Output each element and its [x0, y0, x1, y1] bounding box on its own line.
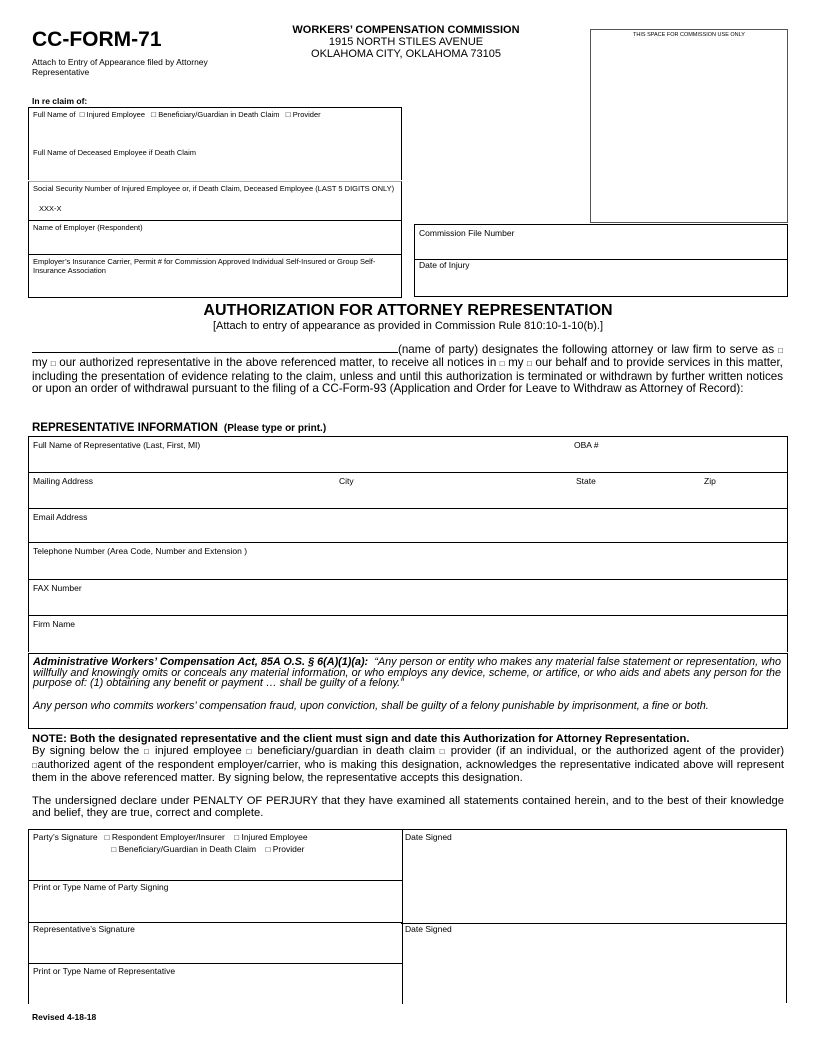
checkbox-our-1[interactable]: □ [50, 359, 56, 369]
rep-signature-label: Representative’s Signature [33, 924, 135, 934]
party-signature-field[interactable] [28, 829, 403, 881]
agency-city: OKLAHOMA CITY, OKLAHOMA 73105 [311, 48, 501, 60]
file-number-label: Commission File Number [419, 228, 515, 238]
rep-name-label: Full Name of Representative (Last, First, MI) [33, 440, 201, 450]
rep-name-row[interactable] [28, 436, 788, 473]
ssn-field[interactable] [28, 181, 402, 222]
checkbox-sig-injured[interactable]: □ [234, 833, 240, 842]
firm-label: Firm Name [33, 619, 76, 629]
fraud-warning-box [28, 653, 788, 729]
agency-name: WORKERS’ COMPENSATION COMMISSION [292, 24, 520, 36]
opt-provider-label: Provider [292, 110, 321, 119]
date-injury-label: Date of Injury [419, 260, 470, 270]
rep-date-label: Date Signed [405, 924, 452, 934]
email-label: Email Address [33, 512, 88, 522]
form-subtitle: [Attach to entry of appearance as provided in Commission Rule 810:10-1-10(b).] [212, 320, 604, 332]
firm-row[interactable] [28, 615, 788, 652]
note-t1: By signing below the [32, 745, 140, 758]
agency-street: 1915 NORTH STILES AVENUE [328, 36, 484, 48]
checkbox-sign-injured[interactable]: □ [143, 747, 151, 757]
act-quote-text: “Any person or entity who makes any material false statement or representation, who willfully and knowingly omits or conceals any material information, or who employs any device, scheme, or artifice, or who aids and abets any person for the purpose of: (1) obtaining any benefit or payment … shall be guilty of a felony.” [33, 656, 781, 689]
full-name-of-label: Full Name of [33, 110, 76, 119]
act-reference: Administrative Workers’ Compensation Act, 85A O.S. § 6(A)(1)(a): [33, 656, 369, 668]
rep-heading-text: REPRESENTATIVE INFORMATION [32, 422, 218, 434]
party-date-field[interactable] [401, 829, 787, 924]
checkbox-beneficiary[interactable]: □ [151, 110, 157, 119]
p1-my-2: my [508, 356, 524, 370]
note-agent: authorized agent of the respondent employer/carrier, who is making this designation, acknowledges the representative indicated above will represent them in the above referenced matter. By signing below, the representative accepts this designation. [32, 758, 784, 785]
zip-label: Zip [704, 476, 716, 486]
sig-opt-beneficiary: Beneficiary/Guardian in Death Claim [118, 843, 257, 854]
file-number-field[interactable] [414, 224, 788, 260]
rep-signature-field[interactable] [28, 922, 403, 964]
print-rep-label: Print or Type Name of Representative [33, 966, 176, 976]
checkbox-my-1[interactable]: □ [778, 346, 783, 355]
checkbox-sig-respondent[interactable]: □ [104, 833, 110, 842]
checkbox-sign-agent[interactable]: □ [32, 760, 38, 770]
checkbox-sign-beneficiary[interactable]: □ [246, 747, 253, 757]
state-label: State [576, 476, 596, 486]
email-row[interactable] [28, 508, 788, 543]
sig-opt-respondent: Respondent Employer/Insurer [111, 832, 225, 842]
deceased-name-field[interactable] [28, 144, 402, 180]
p1-b: authorized representative in the above referenced matter, to receive all notices in [79, 356, 497, 370]
p1-our-2: our [535, 356, 553, 370]
checkbox-sig-provider[interactable]: □ [265, 844, 271, 854]
opt-beneficiary-label: Beneficiary/Guardian in Death Claim [158, 110, 280, 119]
print-party-field[interactable] [28, 879, 403, 923]
deceased-label: Full Name of Deceased Employee if Death Claim [33, 148, 196, 157]
mailing-row[interactable] [28, 472, 788, 509]
employer-field[interactable] [28, 220, 402, 255]
sig-opt-provider: Provider [272, 843, 305, 854]
print-rep-field[interactable] [28, 963, 403, 1004]
ssn-value: XXX-X [39, 204, 62, 213]
act-quote [33, 657, 781, 689]
insurance-field[interactable] [28, 254, 402, 298]
sig-opt-injured: Injured Employee [241, 832, 308, 842]
agency-address [270, 24, 542, 60]
mailing-label: Mailing Address [33, 476, 94, 486]
p1-our-1: our [59, 356, 77, 370]
p1-my-1: my [32, 356, 48, 370]
checkbox-sig-beneficiary[interactable]: □ [111, 844, 117, 854]
claimant-name-label [33, 110, 397, 119]
p1-a: (name of party) designates the following attorney or law firm to serve as [398, 343, 775, 356]
claimant-name-field[interactable] [28, 108, 402, 144]
checkbox-my-2[interactable]: □ [499, 359, 505, 369]
commission-use-box [590, 29, 788, 223]
p1-c: behalf and to provide services in this matter, including the presentation of evidence relating to the claim, unless and until this authorization is terminated or withdrawn by further written notices or upon an order of withdrawal pursuant to the filing of a CC-Form-93 (Application and Order for Leave to Withdraw as Attorney of Record): [32, 356, 783, 396]
checkbox-sign-provider[interactable]: □ [439, 747, 447, 757]
rep-heading [32, 422, 326, 434]
fraud-statement: Any person who commits workers’ compensation fraud, upon conviction, shall be guilty of a felony punishable by imprisonment, a fine or both. [33, 700, 709, 712]
attach-note: Attach to Entry of Appearance filed by Attorney Representative [32, 57, 208, 77]
opt-injured-label: Injured Employee [86, 110, 145, 119]
rep-date-field[interactable] [401, 922, 787, 1003]
party-date-label: Date Signed [405, 832, 452, 842]
form-title: AUTHORIZATION FOR ATTORNEY REPRESENTATION [203, 302, 613, 319]
note-bold: NOTE: Both the designated representative and the client must sign and date this Authorization for Attorney Representation. [32, 733, 690, 745]
party-signature-label [33, 832, 373, 855]
date-injury-field[interactable] [414, 258, 788, 297]
revised-date: Revised 4-18-18 [32, 1012, 97, 1022]
note-paragraph [32, 733, 784, 785]
checkbox-injured[interactable]: □ [79, 110, 85, 119]
fax-label: FAX Number [33, 583, 82, 593]
party-name-blank[interactable] [32, 343, 398, 353]
perjury-statement: The undersigned declare under PENALTY OF PERJURY that they have examined all statements contained herein, and to the best of their knowledge and belief, they are true, correct and complete. [32, 795, 784, 820]
phone-row[interactable] [28, 542, 788, 580]
note-injured: injured employee [155, 745, 242, 758]
checkbox-our-2[interactable]: □ [526, 359, 532, 369]
rep-heading-note: (Please type or print.) [223, 423, 327, 434]
checkbox-provider[interactable]: □ [285, 110, 291, 119]
note-beneficiary: beneficiary/guardian in death claim [257, 745, 436, 758]
oba-label: OBA # [574, 440, 599, 450]
fax-row[interactable] [28, 579, 788, 616]
form-id: CC-FORM-71 [32, 28, 162, 51]
designation-paragraph [32, 343, 783, 396]
note-provider: provider (if an individual, or the authorized agent of the provider) [450, 745, 785, 758]
employer-label: Name of Employer (Respondent) [33, 223, 143, 232]
phone-label: Telephone Number (Area Code, Number and Extension ) [33, 546, 248, 556]
in-re-label: In re claim of: [32, 96, 88, 106]
insurance-label: Employer’s Insurance Carrier, Permit # for Commission Approved Individual Self-Insured or Group Self-Insurance Association [33, 257, 376, 275]
ssn-label: Social Security Number of Injured Employee or, if Death Claim, Deceased Employee (LAST 5 DIGITS ONLY) [33, 184, 395, 193]
city-label: City [339, 476, 354, 486]
commission-use-label: THIS SPACE FOR COMMISSION USE ONLY [633, 32, 745, 38]
party-sig-text: Party’s Signature [33, 832, 98, 842]
print-party-label: Print or Type Name of Party Signing [33, 882, 169, 892]
